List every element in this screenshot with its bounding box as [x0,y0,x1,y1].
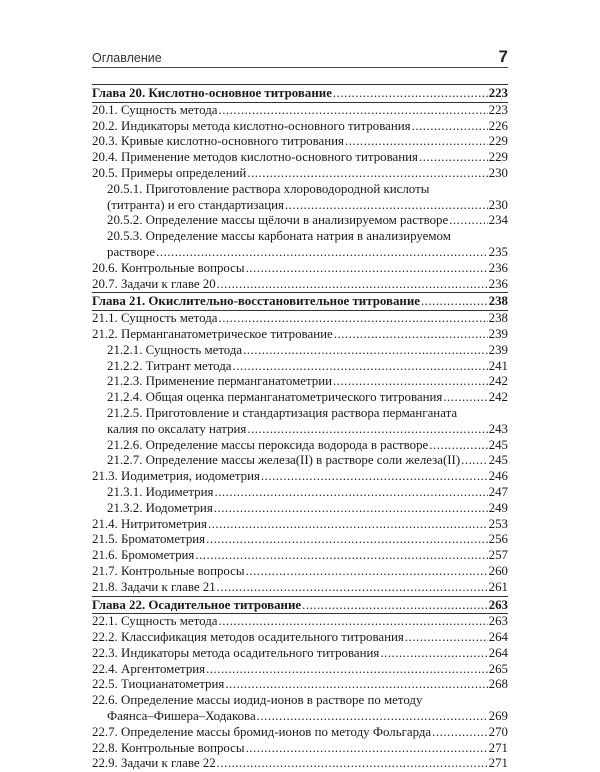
leader-dots [247,166,487,182]
toc-entry-page: 229 [488,150,508,165]
toc-entry-page: 243 [488,421,508,436]
toc-entry-page: 223 [488,102,508,117]
toc-entry-first-line[interactable]: 22.6. Определение массы иодид-ионов в растворе по методу [92,693,423,708]
page-number: 7 [498,47,508,66]
toc-entry[interactable] [92,725,508,741]
leader-dots [461,453,488,469]
toc-entry-label: 22.7. Определение массы бромид-ионов по методу Фольгарда [92,724,432,739]
toc-entry-label: Фаянса–Фишера–Ходакова [107,709,256,724]
toc-entry-page: 260 [488,563,508,578]
leader-dots [233,359,488,375]
toc-entry-label: 20.5. Примеры определений [92,165,247,180]
running-header [92,48,508,68]
leader-dots [218,614,487,630]
toc-entry-page: 236 [488,260,508,275]
toc-entry-page: 242 [488,390,508,405]
toc-entry[interactable] [92,245,508,261]
leader-dots [421,294,488,310]
toc-entry[interactable] [92,741,508,757]
toc-entry-label: 22.9. Задачи к главе 22 [92,756,216,771]
leader-dots [432,725,488,741]
leader-dots [217,756,488,772]
toc-entry-label: Глава 22. Осадительное титрование [92,597,302,612]
toc-entry-page: 271 [488,756,508,771]
toc-entry-page: 241 [488,358,508,373]
leader-dots [217,580,488,596]
leader-dots [429,438,487,454]
leader-dots [156,245,488,261]
toc-entry[interactable] [92,532,508,548]
toc-entry-chapter-20[interactable] [92,86,508,102]
toc-entry[interactable] [92,343,508,359]
toc-entry[interactable] [92,662,508,678]
leader-dots [449,213,487,229]
toc-entry-page: 265 [488,661,508,676]
toc-entry[interactable] [92,469,508,485]
toc-entry-label: 20.5.2. Определение массы щёлочи в анализируемом растворе [107,213,449,228]
toc-entry-label: 21.5. Броматометрия [92,532,206,547]
toc-entry-label: 21.7. Контрольные вопросы [92,563,245,578]
toc-entry[interactable] [92,119,508,135]
leader-dots [247,422,487,438]
leader-dots [218,103,487,119]
toc-entry-label: 21.6. Бромометрия [92,548,195,563]
toc-entry-label: Глава 21. Окислительно-восстановительное титрование [92,294,420,309]
toc-entry[interactable] [92,103,508,119]
leader-dots [419,150,488,166]
toc-entry[interactable] [92,564,508,580]
leader-dots [345,134,488,150]
toc-entry[interactable] [92,311,508,327]
toc-entry-page: 263 [488,614,508,629]
toc-entry[interactable] [92,438,508,454]
toc-entry-label: 20.3. Кривые кислотно-основного титрования [92,134,344,149]
toc-entry[interactable] [92,485,508,501]
leader-dots [206,662,488,678]
toc-entry[interactable] [92,677,508,693]
toc-entry-label: 21.2.3. Применение перманганатометрии [107,374,332,389]
toc-entry-chapter-22[interactable] [92,598,508,614]
toc-entry-label: 21.1. Сущность метода [92,311,218,326]
toc-entry-first-line[interactable]: 21.2.5. Приготовление и стандартизация раствора перманганата [107,405,458,420]
table-of-contents [92,84,508,772]
leader-dots [412,119,488,135]
toc-entry-page: 263 [488,597,508,612]
leader-dots [246,261,488,277]
toc-entry[interactable] [92,517,508,533]
toc-entry-label: 21.3.2. Иодометрия [107,500,213,515]
leader-dots [195,548,487,564]
chapter-22 [92,596,508,615]
toc-entry-label: 21.4. Нитритометрия [92,516,207,531]
toc-entry[interactable] [92,213,508,229]
toc-entry-label: 21.8. Задачи к главе 21 [92,579,216,594]
leader-dots [206,532,488,548]
leader-dots [257,709,488,725]
leader-dots [246,741,488,757]
toc-entry[interactable] [92,756,508,772]
toc-entry-label: 20.2. Индикаторы метода кислотно-основного титрования [92,118,411,133]
toc-entry-page: 230 [488,165,508,180]
leader-dots [246,564,488,580]
toc-entry-first-line[interactable]: 20.5.1. Приготовление раствора хлороводородной кислоты [107,181,430,196]
toc-entry-page: 234 [488,213,508,228]
toc-entry-page: 223 [488,86,508,100]
toc-entry-label: 22.5. Тиоцианатометрия [92,677,225,692]
toc-entry-label: 22.8. Контрольные вопросы [92,740,245,755]
toc-entry-page: 256 [488,532,508,547]
toc-entry[interactable] [92,277,508,293]
toc-entry-label: 22.1. Сущность метода [92,614,218,629]
toc-entry-label: калия по оксалату натрия [107,421,247,436]
toc-entry-label: 21.2.2. Титрант метода [107,358,232,373]
toc-entry-label: растворе [107,244,156,259]
toc-entry-label: 22.3. Индикаторы метода осадительного титрования [92,645,380,660]
toc-entry-page: 264 [488,630,508,645]
toc-entry-page: 269 [488,709,508,724]
toc-entry-label: Глава 20. Кислотно-основное титрование [92,86,332,100]
toc-entry[interactable] [92,327,508,343]
leader-dots [405,630,488,646]
toc-entry-page: 230 [488,197,508,212]
toc-entry-page: 235 [488,244,508,259]
toc-entry-label: 21.2.6. Определение массы пероксида водорода в растворе [107,437,429,452]
leader-dots [208,517,488,533]
toc-entry-page: 245 [488,437,508,452]
toc-entry[interactable] [92,261,508,277]
leader-dots [302,598,488,614]
chapter-21 [92,292,508,311]
toc-entry[interactable] [92,374,508,390]
toc-entry-page: 245 [488,453,508,468]
toc-entry-label: 21.2.4. Общая оценка перманганатометрического титрования [107,390,443,405]
leader-dots [243,343,488,359]
toc-entry-label: 22.2. Классификация методов осадительного титрования [92,630,404,645]
toc-entry-label: 20.6. Контрольные вопросы [92,260,245,275]
toc-entry-page: 242 [488,374,508,389]
leader-dots [225,677,487,693]
toc-entry-label: (титранта) и его стандартизация [107,197,284,212]
leader-dots [333,86,488,102]
toc-entry-page: 271 [488,740,508,755]
toc-entry-label: 21.3.1. Иодиметрия [107,484,214,499]
toc-entry-page: 239 [488,326,508,341]
leader-dots [217,277,488,293]
toc-entry-label: 20.4. Применение методов кислотно-основного титрования [92,150,418,165]
leader-dots [261,469,488,485]
running-header-title: Оглавление [92,51,162,65]
toc-entry[interactable] [92,453,508,469]
toc-entry-label: 21.2.1. Сущность метода [107,342,243,357]
toc-entry-page: 229 [488,134,508,149]
toc-entry-label: 20.7. Задачи к главе 20 [92,276,216,291]
toc-entry-label: 21.3. Иодиметрия, иодометрия [92,469,260,484]
toc-entry-page: 257 [488,548,508,563]
toc-entry-page: 253 [488,516,508,531]
toc-entry-label: 21.2. Перманганатометрическое титрование [92,326,333,341]
toc-entry-page: 238 [488,311,508,326]
toc-entry-first-line[interactable]: 20.5.3. Определение массы карбоната натрия в анализируемом [107,229,451,244]
toc-entry-label: 22.4. Аргентометрия [92,661,206,676]
toc-entry-page: 261 [488,579,508,594]
toc-entry-label: 21.2.7. Определение массы железа(II) в растворе соли железа(II) [107,453,461,468]
leader-dots [214,485,487,501]
toc-entry-page: 238 [488,294,508,309]
leader-dots [218,311,487,327]
toc-entry-chapter-21[interactable] [92,294,508,310]
toc-entry[interactable] [92,646,508,662]
toc-entry[interactable] [92,198,508,214]
toc-entry-page: 268 [488,677,508,692]
toc-entry-page: 226 [488,118,508,133]
toc-entry[interactable] [92,166,508,182]
toc-entry[interactable] [92,359,508,375]
toc-entry[interactable] [92,134,508,150]
toc-entry[interactable] [92,630,508,646]
toc-entry-page: 264 [488,645,508,660]
leader-dots [443,390,487,406]
toc-entry-page: 249 [488,500,508,515]
leader-dots [380,646,487,662]
leader-dots [333,374,488,390]
toc-entry[interactable] [92,614,508,630]
toc-entry[interactable] [92,580,508,596]
toc-entry[interactable] [92,150,508,166]
toc-entry-page: 247 [488,484,508,499]
toc-entry[interactable] [92,390,508,406]
toc-entry-page: 270 [488,724,508,739]
chapter-20 [92,84,508,103]
toc-entry[interactable] [92,548,508,564]
toc-entry-page: 236 [488,276,508,291]
leader-dots [334,327,488,343]
toc-entry-page: 239 [488,342,508,357]
leader-dots [285,198,488,214]
toc-entry-page: 246 [488,469,508,484]
toc-entry[interactable] [92,422,508,438]
toc-entry[interactable] [92,709,508,725]
toc-entry-label: 20.1. Сущность метода [92,102,218,117]
toc-entry[interactable] [92,501,508,517]
leader-dots [214,501,488,517]
